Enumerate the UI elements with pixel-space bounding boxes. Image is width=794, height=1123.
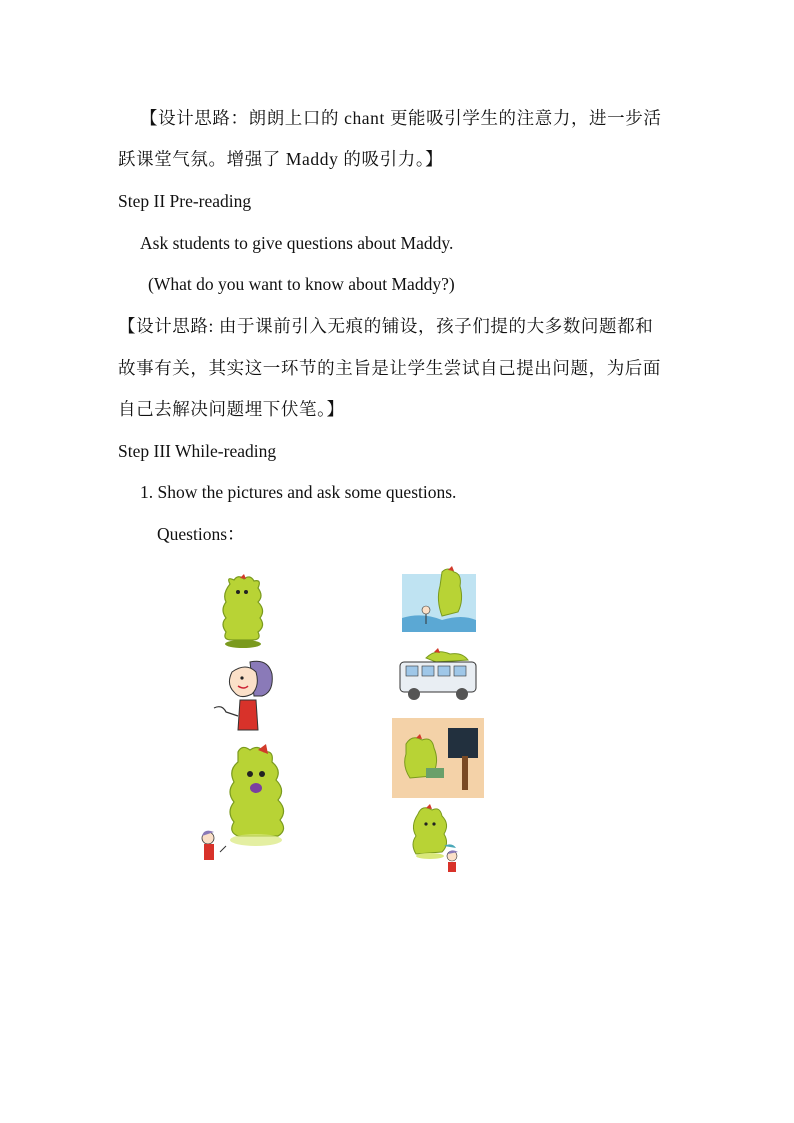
maddy-in-room-picture [392, 718, 484, 798]
questions-label: Questions： [157, 524, 245, 544]
design-note-2-line-3: 自己去解决问题埋下伏笔。】 [118, 399, 345, 419]
girl-face-picture [210, 656, 280, 736]
design-note-2-line-2: 故事有关，其实这一环节的主旨是让学生尝试自己提出问题，为后面 [118, 358, 661, 378]
design-note-1-line-1: 【设计思路：朗朗上口的 chant 更能吸引学生的注意力，进一步活 [140, 108, 662, 128]
step-2-heading: Step II Pre-reading [118, 191, 252, 211]
maddy-at-beach-picture [402, 566, 476, 632]
maddy-on-bus-picture [396, 644, 480, 708]
design-note-1-line-2: 跃课堂气氛。增强了 Maddy 的吸引力。】 [118, 149, 444, 169]
step-2-instruction: Ask students to give questions about Maddy. [140, 233, 454, 253]
step-3-heading: Step III While-reading [118, 441, 277, 461]
design-note-2-line-1: 【设计思路: 由于课前引入无痕的铺设，孩子们提的大多数问题都和 [118, 316, 654, 336]
maddy-big-and-girl-picture [194, 744, 294, 872]
maddy-sitting-picture [218, 574, 268, 650]
step-2-question: (What do you want to know about Maddy?) [148, 274, 455, 294]
maddy-and-girl-picture [408, 802, 470, 880]
step-3-item-1: 1. Show the pictures and ask some questions. [140, 482, 457, 502]
